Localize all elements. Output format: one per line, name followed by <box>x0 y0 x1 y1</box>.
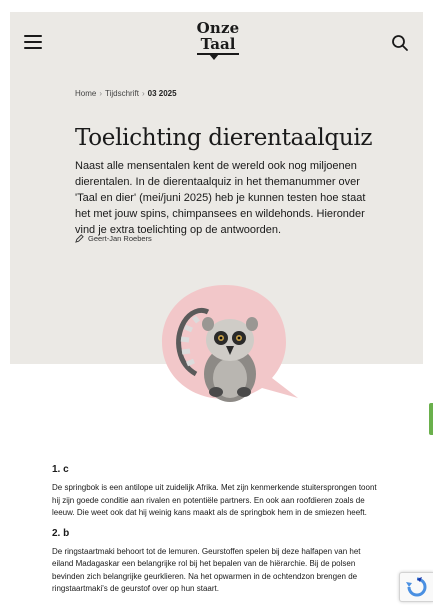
answer-text: De ringstaartmaki behoort tot de lemuren. Geurstoffen spelen bij deze halfapen van het eiland Madagaskar een belangrijke rol bij het bepalen van de hiërarchie. Bij de polsen bevinden zich belangrijke geurklieren. Na het opwarmen in de ochtendzon brengen de ringstaartmaki's de geurstof over op hun staart. <box>52 546 361 593</box>
logo-line-1: Onze <box>196 19 240 37</box>
answer-heading: 2. b <box>52 527 70 539</box>
side-feedback-tab[interactable] <box>429 403 433 435</box>
answer-block <box>52 528 382 596</box>
answers-section <box>52 464 382 604</box>
lemur-illustration <box>150 282 300 412</box>
page-title: Toelichting dierentaalquiz <box>75 125 373 151</box>
recaptcha-icon <box>400 573 433 601</box>
breadcrumb-home[interactable]: Home <box>75 89 97 98</box>
site-logo[interactable] <box>194 21 242 65</box>
author-byline[interactable] <box>75 234 152 243</box>
site-header <box>10 12 423 72</box>
breadcrumb-tijdschrift[interactable]: Tijdschrift <box>105 89 139 98</box>
breadcrumb: Home › Tijdschrift › 03 2025 <box>75 89 177 98</box>
hamburger-menu-icon[interactable] <box>24 35 42 49</box>
pen-icon <box>75 234 84 243</box>
search-icon[interactable] <box>391 34 409 52</box>
answer-text: De springbok is een antilope uit zuidelijk Afrika. Met zijn kenmerkende stuitersprongen toont hij zijn goede conditie aan rivalen en potentiële partners. En ook aan roofdieren zoals de leeuw. Die weet ook dat hij weinig kans maakt als de springbok hem in de smiezen heeft. <box>52 483 377 517</box>
author-name: Geert-Jan Roebers <box>88 234 152 243</box>
logo-line-2: Taal <box>197 36 240 55</box>
answer-block <box>52 464 382 520</box>
recaptcha-badge[interactable] <box>399 572 433 602</box>
breadcrumb-current: 03 2025 <box>147 89 177 98</box>
page <box>10 12 423 600</box>
answer-heading: 1. c <box>52 464 69 475</box>
article-intro: Naast alle mensentalen kent de wereld ook nog miljoenen dierentalen. In de dierentaalquiz in het themanummer over 'Taal en dier' (mei/juni 2025) heb je kunnen testen hoe staat het met jouw spins, chimpansees en wildehonds. Hieronder vind je extra toelichting op de antwoorden. <box>75 160 366 236</box>
